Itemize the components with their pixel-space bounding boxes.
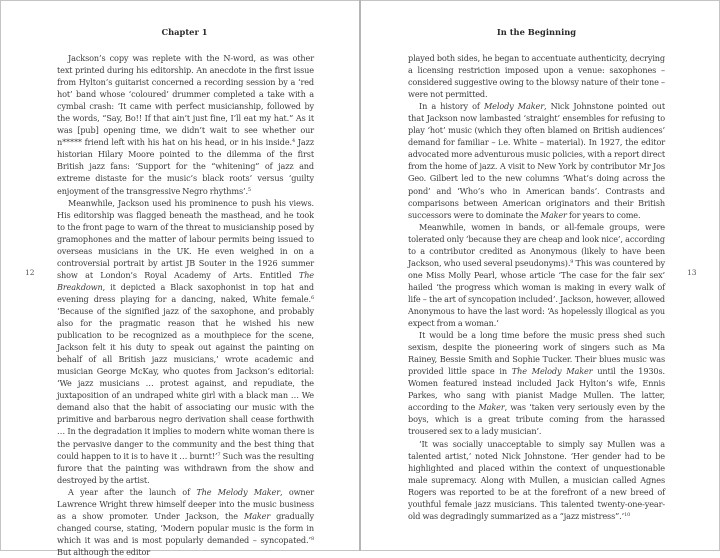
text-run: Meanwhile, Jackson used his prominence to push his views. His editorship was flagged beneath the masthead, and he took to the front page to warn of the threat to musicianship posed by gramophones and the matter of labour permits being issued to overseas musicians in the UK. He even weighed in on a controversial portrait by artist JB Souter in the 1926 summer show at London’s Royal Academy of Arts. Entitled xyxy=(57,197,314,280)
running-head-title: In the Beginning xyxy=(496,27,577,37)
text-run: played both sides, he began to accentuate authenticity, decrying a licensing restriction imposed upon a venue: saxophones – considered suggestive owing to the blowsy nature of their tone – were not permitted. xyxy=(408,53,665,100)
footnote-marker[interactable]: 4 xyxy=(291,138,296,145)
text-run: until the 1930s. Women featured instead included Jack Hylton’s wife, Ennis Parkes, who sang with pianist Madge Mullen. The latter, according to the xyxy=(408,366,665,413)
text-run: gradually changed course, stating, ‘Modern popular music is the form in which it was and is most popularly demanded – syncopated.’ xyxy=(57,510,314,545)
text-run: Meanwhile, women in bands, or all-female groups, were tolerated only ‘because they are cheap and look nice’, according to a contributor credited as Anonymous (likely to have been Jackson, who used several pseudonyms). xyxy=(408,221,665,268)
italic-title: The Melody Maker xyxy=(511,366,593,377)
paragraph xyxy=(408,221,665,329)
paragraph xyxy=(57,52,314,197)
footnote-marker[interactable]: 6 xyxy=(310,294,314,301)
text-run: Jackson’s copy was replete with the N-word, as was other text printed during his editorship. An anecdote in the first issue from Hylton’s guitarist concerned a recording session by a ‘red hot’ band whose ‘coloured’ drummer completed a take with a cymbal crash: ‘It came with perfect musicianship, followed by the words, “Say, Bo!! If that ain’t just fine, I’ll eat my hat.” As it was [pub] opening time, we didn’t wait to see whether our n***** friend left with his hat on his head, or in his inside. xyxy=(57,53,314,148)
text-run: , Nick Johnstone pointed out that Jackson now lambasted ‘straight’ ensembles for refusing to play ‘hot’ music (which they often blamed on British audiences’ demand for familiar – i.e. White – material). In 1927, the editor advocated more adventurous music policies, with a report direct from the home of jazz. A visit to New York by contributor Mr Jos Geo. Gilbert led to the new columns ‘What’s doing across the pond’ and ‘Who’s who in American bands’. Contrasts and comparisons between American originators and their British successors were to dominate the xyxy=(408,101,665,220)
paragraph xyxy=(408,100,665,220)
body-text xyxy=(57,52,314,558)
italic-title: The Melody Maker xyxy=(196,486,280,497)
right-page xyxy=(361,0,719,551)
footnote-marker[interactable]: 10 xyxy=(624,511,631,518)
footnote-marker[interactable]: 9 xyxy=(570,258,574,265)
italic-title: The Breakdown xyxy=(57,269,314,292)
text-run: ‘It was socially unacceptable to simply say Mullen was a talented artist,’ noted Nick Johnstone. ‘Her gender had to be highlighted and placed within the context of unquestionable male supremacy. Along with Mullen, a musician called Agnes Rogers was reported to be at the forefront of a new breed of youthful female jazz musicians. This talented twenty-one-year-old was degradingly summarized as a “jazz mistress”.’ xyxy=(408,438,665,521)
text-run: But although the editor xyxy=(57,546,151,557)
running-head-chapter: Chapter 1 xyxy=(161,27,208,37)
italic-title: Maker xyxy=(540,209,567,220)
italic-title: Maker xyxy=(243,510,271,521)
text-run: A year after the launch of xyxy=(68,486,197,497)
text-run: Jazz historian Hilary Moore pointed to the dilemma of the first British jazz fans: ‘Support for the “whitening” of jazz and extreme distaste for the music’s black roots’ versus ‘guilty enjoyment of the transgressive Negro rhythms’. xyxy=(57,137,314,196)
text-run: , owner Lawrence Wright threw himself deeper into the music business as a show promoter. Under Jackson, the xyxy=(57,486,314,521)
paragraph xyxy=(408,329,665,437)
text-run: This was countered by one Miss Molly Pearl, whose article ‘The case for the fair sex’ hailed ‘the progress which woman is making in every walk of life – the art of syncopation included’. Jackson, however, allowed Anonymous to have the last word: ‘As hopelessly illogical as you expect from a woman.’ xyxy=(408,257,665,329)
footnote-marker[interactable]: 5 xyxy=(247,186,251,193)
left-page xyxy=(0,0,358,557)
paragraph xyxy=(57,486,314,558)
paragraph xyxy=(408,438,665,522)
paragraph xyxy=(408,52,665,100)
italic-title: Maker xyxy=(478,402,505,413)
body-text xyxy=(408,52,665,522)
text-run: In a history of xyxy=(419,101,484,112)
page-number: 13 xyxy=(687,268,697,277)
text-run: Such was the resulting furore that the painting was withdrawn from the show and destroyed by the artist. xyxy=(57,450,314,485)
text-run: It would be a long time before the music press shed such sexism, despite the pioneering work of singers such as Ma Rainey, Bessie Smith and Sophie Tucker. Their blues music was provided little space in xyxy=(408,330,665,377)
text-run: for years to come. xyxy=(566,209,641,220)
paragraph xyxy=(57,197,314,486)
page-number: 12 xyxy=(25,268,35,277)
italic-title: Melody Maker xyxy=(483,101,544,112)
text-run: , it depicted a Black saxophonist in top hat and evening dress playing for a dancing, naked, White female. xyxy=(57,281,314,304)
footnote-marker[interactable]: 7 xyxy=(217,451,221,458)
footnote-marker[interactable]: 8 xyxy=(310,535,314,542)
text-run: ‘Because of the signified jazz of the saxophone, and probably also for the pragmatic reason that he wished his new publication to be recognized as a mouthpiece for the scene, Jackson felt it his duty to speak out against the painting on behalf of all British jazz musicians,’ wrote academic and musician George McKay, who quotes from Jackson’s editorial: ‘We jazz musicians … protest against, and repudiate, the juxtaposition of an undraped white girl with a black man … We demand also that the habit of associating our music with the primitive and barbarous negro derivation shall cease forthwith … In the degradation it implies to modern white woman there is the pervasive danger to the community and the best thing that could happen to it is to have it … burnt!’ xyxy=(57,305,314,461)
text-run: , was ‘taken very seriously even by the boys, which is a great tribute coming from the harassed trousered sex to a lady musician’. xyxy=(408,402,665,437)
